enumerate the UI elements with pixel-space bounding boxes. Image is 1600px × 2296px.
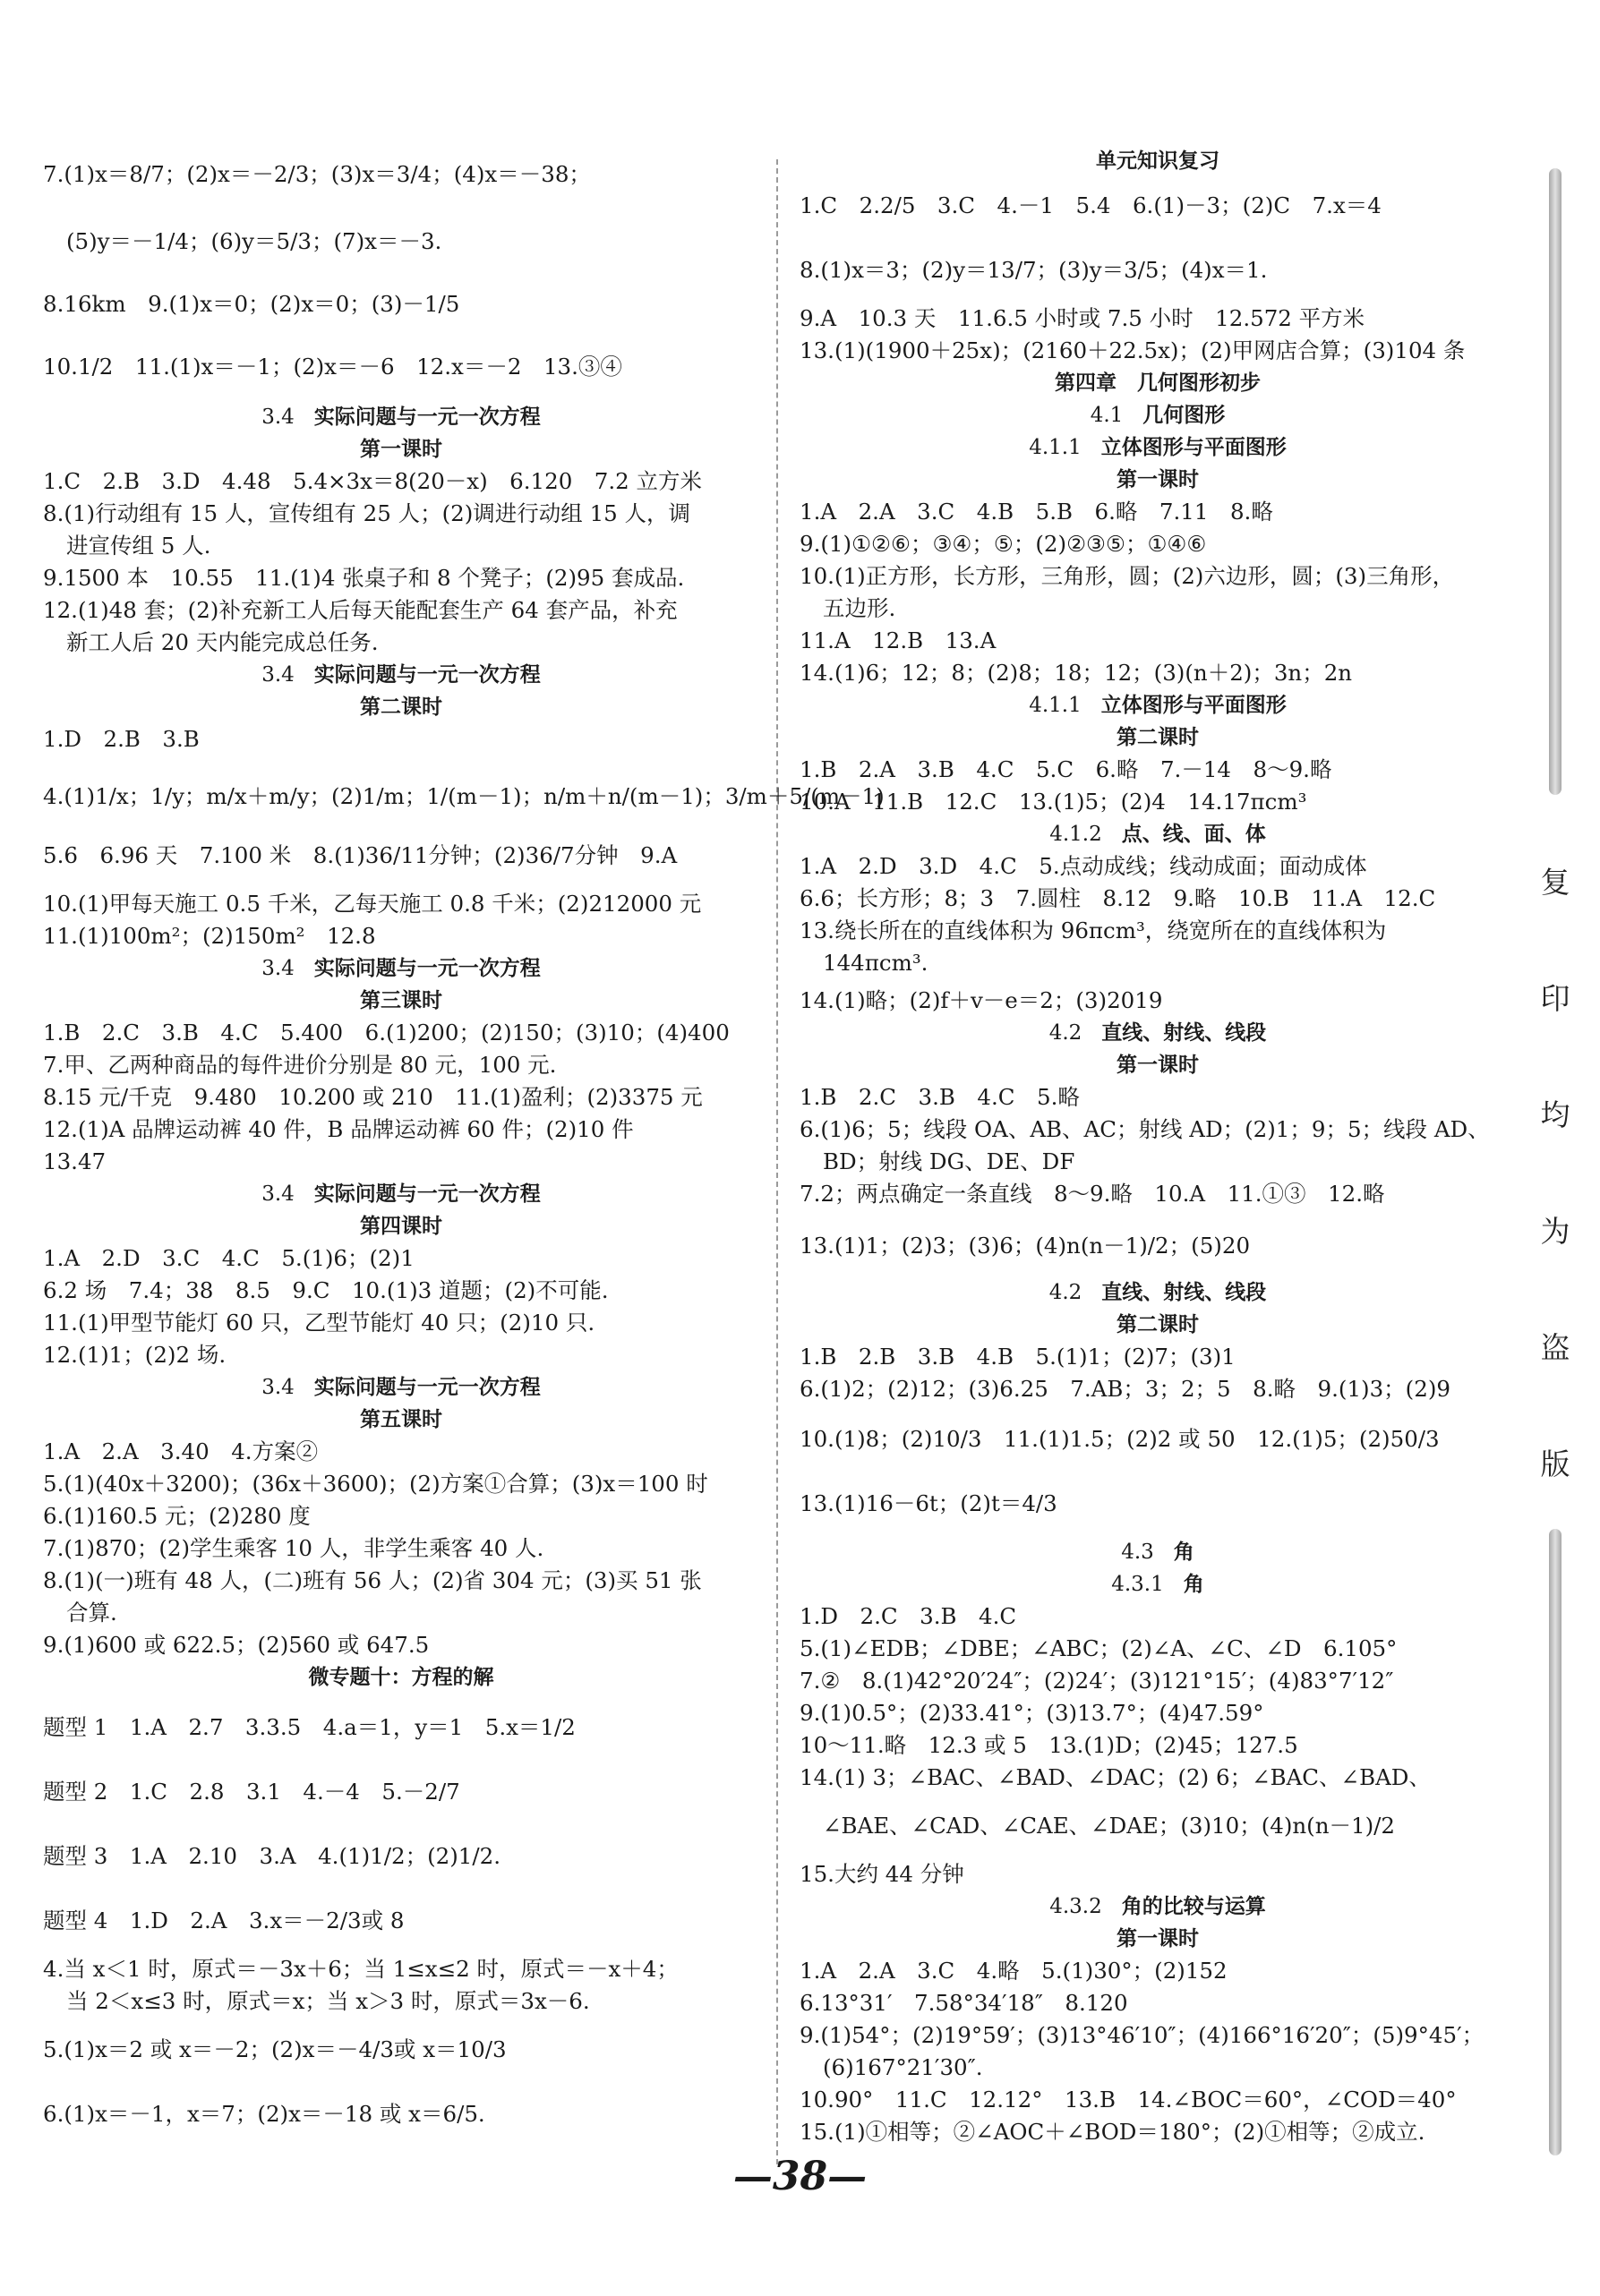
- answer-line: 5.(1)x＝2 或 x＝－2；(2)x＝－4/3或 x＝10/3: [43, 2036, 507, 2062]
- answer-line: 1.B 2.C 3.B 4.C 5.400 6.(1)200；(2)150；(3)10；(4)400: [43, 1020, 730, 1046]
- answer-line: 5.(1)(40x＋3200)；(36x＋3600)；(2)方案①合算；(3)x＝100 时: [43, 1471, 708, 1497]
- column-divider: [776, 159, 778, 2164]
- answer-line: 10.A 11.B 12.C 13.(1)5；(2)4 14.17πcm³: [800, 789, 1307, 815]
- section-heading: [800, 1050, 1516, 1080]
- section-number: 4.1.1: [1029, 436, 1082, 459]
- answer-line: 10～11.略 12.3 或 5 13.(1)D；(2)45；127.5: [800, 1732, 1298, 1758]
- answer-line: 6.2 场 7.4；38 8.5 9.C 10.(1)3 道题；(2)不可能.: [43, 1277, 609, 1303]
- section-heading: [43, 692, 759, 722]
- side-watermark-char: 均: [1540, 1097, 1570, 1132]
- section-title: 实际问题与一元一次方程: [313, 1376, 541, 1399]
- section-title: 第一课时: [1117, 1054, 1199, 1077]
- answer-line: 合算.: [66, 1600, 117, 1626]
- answer-line: 14.(1)6；12；8；(2)8；18；12；(3)(n＋2)；3n；2n: [800, 660, 1353, 686]
- answer-line: 11.(1)甲型节能灯 60 只，乙型节能灯 40 只；(2)10 只.: [43, 1310, 595, 1336]
- answer-line: 9.(1)54°；(2)19°59′；(3)13°46′10″；(4)166°16′20″；(5)9°45′；: [800, 2022, 1484, 2048]
- answer-line: 8.(1)行动组有 15 人，宣传组有 25 人；(2)调进行动组 15 人，调: [43, 500, 691, 526]
- answer-line: 1.D 2.B 3.B: [43, 726, 200, 752]
- answer-line: 题型 2 1.C 2.8 3.1 4.－4 5.－2/7: [43, 1779, 460, 1805]
- answer-line: 6.(1)6；5；线段 OA、AB、AC；射线 AD；(2)1；9；5；线段 AD、: [800, 1116, 1490, 1142]
- section-heading: [43, 986, 759, 1016]
- answer-line: 9.(1)600 或 622.5；(2)560 或 647.5: [43, 1632, 430, 1658]
- section-heading: [43, 660, 759, 690]
- side-watermark-char: 为: [1540, 1214, 1570, 1249]
- answer-line: 7.② 8.(1)42°20′24″；(2)24′；(3)121°15′；(4)83°7′12″: [800, 1668, 1394, 1694]
- section-number: 4.3.2: [1049, 1895, 1102, 1918]
- section-title: 角: [1173, 1541, 1194, 1564]
- answer-line: 当 2＜x≤3 时，原式＝x；当 x＞3 时，原式＝3x－6.: [66, 1988, 590, 2014]
- section-heading: [800, 1924, 1516, 1954]
- section-number: 3.4: [261, 957, 295, 980]
- answer-line: 6.13°31′ 7.58°34′18″ 8.120: [800, 1990, 1128, 2016]
- section-heading: [800, 722, 1516, 753]
- section-number: 3.4: [261, 405, 295, 429]
- answer-line: 8.16km 9.(1)x＝0；(2)x＝0；(3)－1/5: [43, 291, 460, 317]
- answer-line: (5)y＝－1/4；(6)y＝5/3；(7)x＝－3.: [66, 228, 442, 254]
- answer-line: 1.A 2.A 3.40 4.方案②: [43, 1438, 319, 1464]
- answer-line: 13.47: [43, 1148, 107, 1174]
- answer-line: 1.B 2.B 3.B 4.B 5.(1)1；(2)7；(3)1: [800, 1344, 1236, 1370]
- answer-line: 7.甲、乙两种商品的每件进价分别是 80 元，100 元.: [43, 1052, 557, 1078]
- answer-line: 7.(1)870；(2)学生乘客 10 人，非学生乘客 40 人.: [43, 1535, 544, 1561]
- answer-line: 14.(1) 3；∠BAC、∠BAD、∠DAC；(2) 6；∠BAC、∠BAD、: [800, 1764, 1431, 1790]
- answer-line: 15.(1)①相等；②∠AOC＋∠BOD＝180°；(2)①相等；②成立.: [800, 2119, 1425, 2145]
- section-title: 实际问题与一元一次方程: [313, 957, 541, 980]
- answer-line: 13.(1)1；(2)3；(3)6；(4)n(n－1)/2；(5)20: [800, 1233, 1251, 1259]
- answer-line: 6.6；长方形；8；3 7.圆柱 8.12 9.略 10.B 11.A 12.C: [800, 885, 1436, 911]
- section-title: 第四章 几何图形初步: [1055, 371, 1261, 395]
- section-title: 第二课时: [360, 696, 442, 719]
- answer-line: 9.(1)①②⑥；③④；⑤；(2)②③⑤；①④⑥: [800, 531, 1207, 557]
- answer-line: 144πcm³.: [823, 950, 928, 976]
- section-heading: [800, 465, 1516, 495]
- answer-line: 8.(1)(一)班有 48 人，(二)班有 56 人；(2)省 304 元；(3)买 51 张: [43, 1567, 702, 1593]
- section-number: 4.2: [1048, 1021, 1082, 1045]
- answer-line: 14.(1)略；(2)f＋v－e＝2；(3)2019: [800, 987, 1163, 1013]
- answer-line: ∠BAE、∠CAD、∠CAE、∠DAE；(3)10；(4)n(n－1)/2: [823, 1813, 1396, 1839]
- answer-line: 1.A 2.D 3.D 4.C 5.点动成线；线动成面；面动成体: [800, 853, 1367, 879]
- section-heading: [43, 1662, 759, 1693]
- answer-line: 10.(1)甲每天施工 0.5 千米，乙每天施工 0.8 千米；(2)212000 元: [43, 891, 702, 917]
- answer-line: 15.大约 44 分钟: [800, 1861, 964, 1887]
- section-number: 4.3.1: [1111, 1573, 1164, 1596]
- section-title: 第四课时: [360, 1215, 442, 1238]
- section-heading: [800, 1310, 1516, 1340]
- answer-line: 8.(1)x＝3；(2)y＝13/7；(3)y＝3/5；(4)x＝1.: [800, 257, 1268, 283]
- section-heading: [43, 953, 759, 984]
- section-heading: [800, 400, 1516, 431]
- section-title: 立体图形与平面图形: [1100, 694, 1287, 717]
- section-title: 实际问题与一元一次方程: [313, 1182, 541, 1206]
- side-watermark-char: 版: [1540, 1447, 1570, 1481]
- section-number: 4.1.2: [1049, 823, 1102, 846]
- answer-line: 8.15 元/千克 9.480 10.200 或 210 11.(1)盈利；(2)3375 元: [43, 1084, 703, 1110]
- section-title: 角: [1183, 1573, 1204, 1596]
- section-number: 3.4: [261, 1182, 295, 1206]
- answer-line: BD；射线 DG、DE、DF: [823, 1148, 1075, 1174]
- section-title: 微专题十：方程的解: [308, 1666, 494, 1689]
- answer-line: 11.A 12.B 13.A: [800, 627, 997, 653]
- answer-line: 6.(1)2；(2)12；(3)6.25 7.AB；3；2；5 8.略 9.(1)3；(2)9: [800, 1376, 1450, 1402]
- answer-line: 6.(1)x＝－1，x＝7；(2)x＝－18 或 x＝6/5.: [43, 2101, 485, 2127]
- section-heading: [43, 1211, 759, 1242]
- section-title: 立体图形与平面图形: [1100, 436, 1287, 459]
- section-title: 点、线、面、体: [1121, 823, 1266, 846]
- answer-line: 12.(1)A 品牌运动裤 40 件，B 品牌运动裤 60 件；(2)10 件: [43, 1116, 634, 1142]
- section-title: 角的比较与运算: [1121, 1895, 1266, 1918]
- side-watermark-char: 复: [1540, 865, 1570, 900]
- answer-line: 1.C 2.2/5 3.C 4.－1 5.4 6.(1)－3；(2)C 7.x＝4: [800, 192, 1382, 218]
- answer-line: 10.90° 11.C 12.12° 13.B 14.∠BOC＝60°，∠COD＝40°: [800, 2087, 1457, 2112]
- section-title: 第一课时: [360, 438, 442, 461]
- answer-line: 1.A 2.A 3.C 4.略 5.(1)30°；(2)152: [800, 1958, 1228, 1984]
- section-number: 4.3: [1121, 1541, 1154, 1564]
- section-title: 第二课时: [1117, 1313, 1199, 1336]
- answer-line: 题型 4 1.D 2.A 3.x＝－2/3或 8: [43, 1908, 405, 1933]
- answer-line: 10.(1)正方形，长方形，三角形，圆；(2)六边形，圆；(3)三角形，: [800, 563, 1455, 589]
- section-heading: [800, 819, 1516, 849]
- section-heading: [43, 1179, 759, 1209]
- answer-line: 五边形.: [823, 595, 896, 621]
- section-heading: [800, 1018, 1516, 1048]
- answer-line: 题型 1 1.A 2.7 3.3.5 4.a＝1，y＝1 5.x＝1/2: [43, 1714, 576, 1740]
- side-bar-bottom: [1549, 1529, 1561, 2155]
- answer-line: 题型 3 1.A 2.10 3.A 4.(1)1/2；(2)1/2.: [43, 1843, 501, 1869]
- section-heading: [43, 402, 759, 432]
- section-title: 直线、射线、线段: [1101, 1021, 1267, 1045]
- answer-line: 13.(1)(1900＋25x)；(2160＋22.5x)；(2)甲网店合算；(3)104 条: [800, 337, 1466, 363]
- section-title: 直线、射线、线段: [1101, 1281, 1267, 1304]
- section-heading: [800, 146, 1516, 176]
- answer-line: 12.(1)48 套；(2)补充新工人后每天能配套生产 64 套产品，补充: [43, 597, 678, 623]
- answer-line: 9.(1)0.5°；(2)33.41°；(3)13.7°；(4)47.59°: [800, 1700, 1264, 1726]
- answer-line: 5.(1)∠EDB；∠DBE；∠ABC；(2)∠A、∠C、∠D 6.105°: [800, 1635, 1398, 1661]
- section-title: 几何图形: [1142, 404, 1226, 427]
- answer-line: 5.6 6.96 天 7.100 米 8.(1)36/11分钟；(2)36/7分钟 9.A: [43, 842, 678, 868]
- side-watermark-char: 印: [1540, 981, 1570, 1016]
- answer-line: 4.(1)1/x；1/y；m/x＋m/y；(2)1/m；1/(m－1)；n/m＋n/(m－1)；3/m＋5/(m－1): [43, 783, 885, 809]
- answer-line: 1.A 2.D 3.C 4.C 5.(1)6；(2)1: [43, 1245, 415, 1271]
- answer-line: 7.(1)x＝8/7；(2)x＝－2/3；(3)x＝3/4；(4)x＝－38；: [43, 161, 591, 187]
- section-title: 第三课时: [360, 989, 442, 1012]
- section-title: 实际问题与一元一次方程: [313, 663, 541, 687]
- answer-line: 12.(1)1；(2)2 场.: [43, 1342, 227, 1368]
- section-heading: [800, 690, 1516, 721]
- answer-line: 1.C 2.B 3.D 4.48 5.4×3x＝8(20－x) 6.120 7.2 立方米: [43, 468, 703, 494]
- answer-line: 9.A 10.3 天 11.6.5 小时或 7.5 小时 12.572 平方米: [800, 305, 1365, 331]
- section-number: 4.2: [1048, 1281, 1082, 1304]
- section-title: 第一课时: [1117, 1927, 1199, 1950]
- answer-line: 7.2；两点确定一条直线 8～9.略 10.A 11.①③ 12.略: [800, 1181, 1385, 1207]
- section-title: 实际问题与一元一次方程: [313, 405, 541, 429]
- side-watermark-char: 盗: [1540, 1330, 1570, 1365]
- section-title: 单元知识复习: [1096, 149, 1219, 173]
- section-heading: [800, 1569, 1516, 1600]
- section-heading: [800, 1891, 1516, 1922]
- section-heading: [43, 1372, 759, 1403]
- section-title: 第一课时: [1117, 468, 1199, 491]
- section-heading: [43, 1404, 759, 1435]
- answer-line: 13.(1)16－6t；(2)t＝4/3: [800, 1490, 1057, 1516]
- section-heading: [800, 1277, 1516, 1308]
- answer-line: 10.1/2 11.(1)x＝－1；(2)x＝－6 12.x＝－2 13.③④: [43, 354, 622, 380]
- answer-line: 1.B 2.C 3.B 4.C 5.略: [800, 1084, 1080, 1110]
- answer-line: 进宣传组 5 人.: [66, 533, 211, 559]
- answer-line: 1.D 2.C 3.B 4.C: [800, 1603, 1017, 1629]
- section-number: 3.4: [261, 1376, 295, 1399]
- side-bar-top: [1549, 168, 1561, 795]
- section-number: 4.1.1: [1029, 694, 1082, 717]
- answer-line: 9.1500 本 10.55 11.(1)4 张桌子和 8 个凳子；(2)95 套成品.: [43, 565, 685, 591]
- answer-line: 6.(1)160.5 元；(2)280 度: [43, 1503, 311, 1529]
- section-number: 3.4: [261, 663, 295, 687]
- section-number: 4.1: [1090, 404, 1124, 427]
- answer-line: 13.绕长所在的直线体积为 96πcm³，绕宽所在的直线体积为: [800, 918, 1387, 943]
- section-heading: [43, 434, 759, 465]
- section-title: 第二课时: [1117, 726, 1199, 749]
- answer-line: 1.A 2.A 3.C 4.B 5.B 6.略 7.11 8.略: [800, 499, 1273, 525]
- page-number: —38—: [732, 2154, 868, 2199]
- answer-line: 11.(1)100m²；(2)150m² 12.8: [43, 923, 376, 949]
- section-heading: [800, 1537, 1516, 1567]
- answer-line: (6)167°21′30″.: [823, 2054, 983, 2080]
- answer-line: 1.B 2.A 3.B 4.C 5.C 6.略 7.－14 8～9.略: [800, 756, 1332, 782]
- answer-line: 4.当 x＜1 时，原式＝－3x＋6；当 1≤x≤2 时，原式＝－x＋4；: [43, 1956, 679, 1982]
- section-heading: [800, 368, 1516, 398]
- answer-line: 新工人后 20 天内能完成总任务.: [66, 629, 379, 655]
- answer-line: 10.(1)8；(2)10/3 11.(1)1.5；(2)2 或 50 12.(1)5；(2)50/3: [800, 1426, 1440, 1452]
- section-title: 第五课时: [360, 1408, 442, 1431]
- section-heading: [800, 432, 1516, 463]
